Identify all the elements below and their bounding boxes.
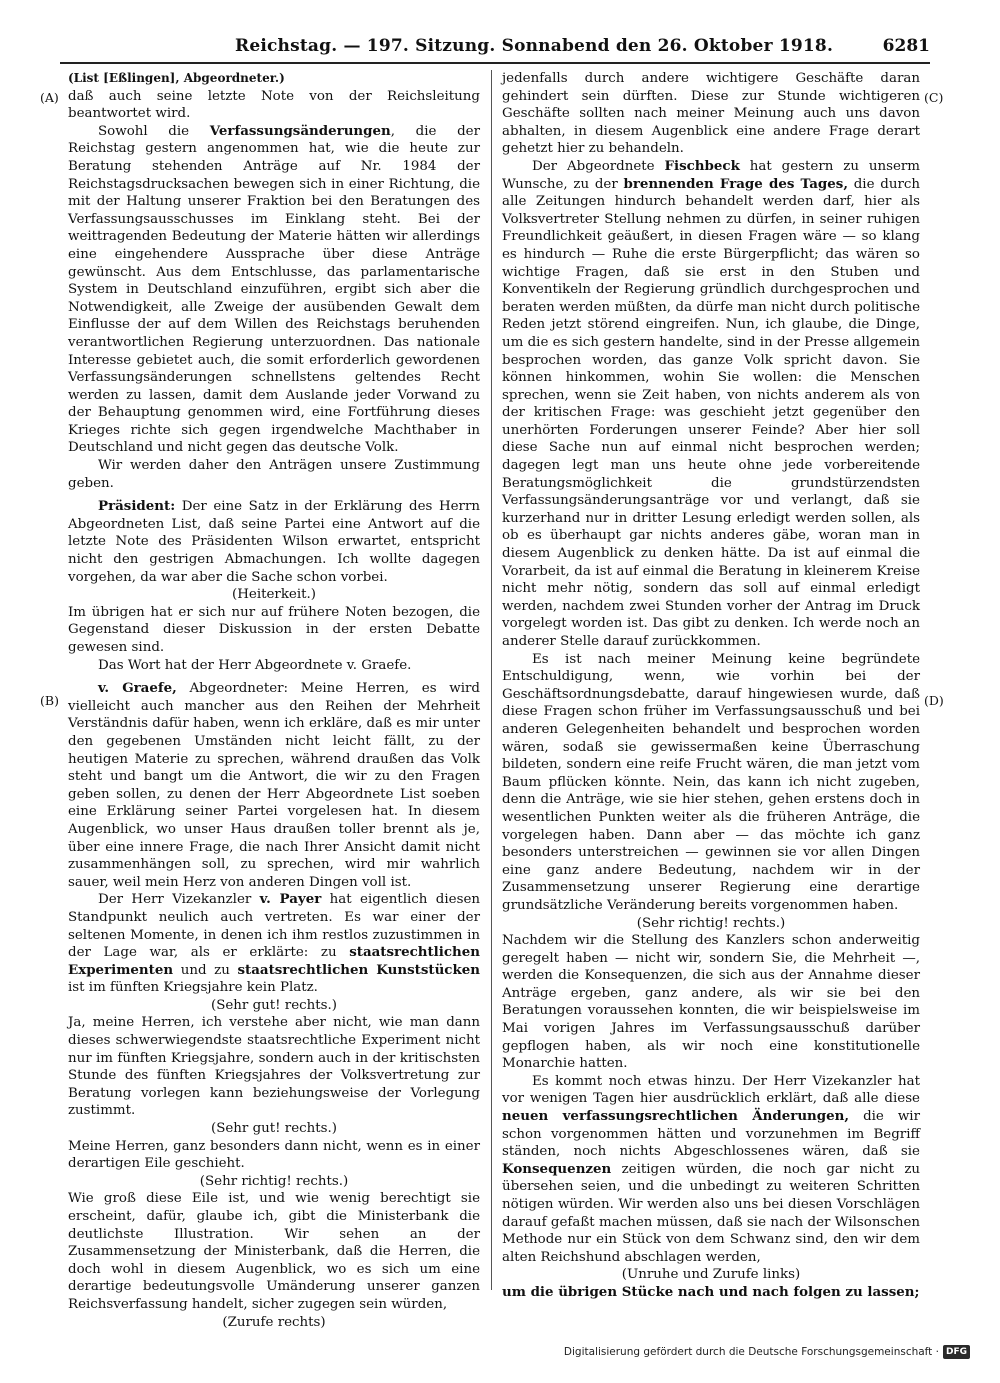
paragraph: Das Wort hat der Herr Abgeordnete v. Graefe.: [98, 657, 412, 673]
paragraph: Der Abgeordnete Fischbeck hat gestern zu unserm Wunsche, zu der brennenden Frage des Tages, die durch alle Zeitungen hindurch behandelt werden darf, hier als Volksvertreter Stellung nehmen zu dürfen, in seiner ruhigen Freundlichkeit geäußert, in diesen Fragen wäre — so klang es hindurch — Ruhe die erste Bürgerpflicht; das wären so wichtige Fragen, daß sie erst in den Stuben und Konventikeln der Regierung gründlich durchgesprochen und beraten werden müßten, da dürfe man nicht durch politische Reden jetzt störend eingreifen. Nun, ich glaube, die Dinge, um die es sich gestern handelte, sind in der Presse allgemein besprochen worden, das ganze Volk spricht davon. Sie können hinkommen, wohin Sie wollen: die Menschen sprechen, wenn sie Zeit haben, von nichts anderem als von der kritischen Frage: was geschieht jetzt gegenüber den unerhörten Forderungen unserer Feinde? Aber hier soll diese Sache nun auf einmal nicht besprochen werden; dagegen legt man uns heute ohne jede vorbereitende Beratungsmöglichkeit die grundstürzendsten Verfassungsänderungsanträge vor und verlangt, daß sie kurzerhand nur in dritter Lesung erledigt werden sollen, als ob es überhaupt gar nichts anderes gäbe, woran man in diesem Augenblick zu denken hätte. Da ist auf einmal die Vorarbeit, da ist auf einmal die Beratung in kleinerem Kreise nicht mehr nötig, sondern das soll auf einmal erledigt werden, nachdem zwei Stunden vorher der Antrag im Druck vorgelegt worden ist. Das gibt zu denken. Ich werde noch an anderer Stelle darauf zurückkommen.: [502, 157, 920, 649]
paragraph: Es kommt noch etwas hinzu. Der Herr Vizekanzler hat vor wenigen Tagen hier ausdrücklich erklärt, daß alle diese neuen verfassungsrechtlichen Änderungen, die wir schon vorgenommen hätten und vorzunehmen im Begriff ständen, noch nichts Abgeschlossenes wären, daß sie Konsequenzen zeitigen würden, die noch gar nicht zu übersehen seien, und die unbedingt zu weiteren Schritten nötigen würden. Wir werden also uns bei diesen Vorschlägen darauf gefaßt machen müssen, daß sie nach der Wilsonschen Methode nur ein Stück von dem Schwanz sind, den wir dem alten Reichshund abschlagen werden,: [502, 1073, 920, 1265]
margin-marker-b: (B): [40, 693, 59, 708]
paragraph: Der Herr Vizekanzler v. Payer hat eigentlich diesen Standpunkt neulich auch vertreten. Es war einer der seltenen Momente, in denen ich ihm restlos zuzustimmen in der Lage war, als er erklärte: zu staatsrechtlichen Experimenten und zu staatsrechtlichen Kunststücken ist im fünften Kriegsjahre kein Platz.: [68, 891, 481, 996]
margin-marker-c: (C): [924, 90, 944, 105]
interjection: (Unruhe und Zurufe links): [621, 1267, 801, 1283]
paragraph: Wir werden daher den Anträgen unsere Zustimmung geben.: [68, 458, 480, 491]
speaker-paragraph: Präsident: Der eine Satz in der Erklärung des Herrn Abgeordneten List, daß seine Partei eine Antwort auf die letzte Note des Präsidenten Wilson erwartet, entspricht nicht den gestrigen Abmachungen. Ich wollte dagegen vorgehen, da war aber die Sache schon vorbei.: [68, 498, 480, 585]
paragraph: Es ist nach meiner Meinung keine begründete Entschuldigung, wenn, wie vorhin bei der Geschäftsordnungsdebatte, darauf hingewiesen wurde, daß diese Fragen schon früher im Verfassungsausschuß und bei anderen Gelegenheiten behandelt und besprochen worden wären, sodaß sie gewissermaßen keine Überraschung bildeten, sondern eine reife Frucht wären, die man jetzt vom Baum pflücken könnte. Nein, das kann ich nicht zugeben, denn die Anträge, wie sie hier stehen, gehen erstens doch in wesentlichen Punkten weiter als die früheren Anträge, die vorgelegen haben. Dann aber — das möchte ich ganz besonders unterstreichen — gewinnen sie vor allen Dingen eine ganz andere Bedeutung, nachdem wir in der Zusammensetzung unserer Regierung eine derartige grundsätzliche Veränderung bereits vorgenommen haben.: [502, 651, 920, 913]
footer-text: Digitalisierung gefördert durch die Deutsche Forschungsgemeinschaft ·: [563, 1346, 939, 1358]
margin-marker-a: (A): [40, 90, 59, 105]
speaker-continuation: (List [Eßlingen], Abgeordneter.): [68, 71, 285, 85]
footer: [564, 1345, 970, 1359]
interjection: (Sehr gut! rechts.): [210, 1121, 337, 1137]
paragraph: um die übrigen Stücke nach und nach folgen zu lassen;: [502, 1283, 920, 1300]
paragraph: jedenfalls durch andere wichtigere Geschäfte daran gehindert sein dürften. Diese zur Stunde wichtigeren Geschäfte sollten nach meiner Meinung auch uns davon abhalten, in diesem Augenblick eine andere Frage derart gehetzt hier zu behandeln.: [502, 71, 920, 157]
left-column: [68, 70, 480, 1331]
margin-marker-d: (D): [924, 693, 944, 708]
column-divider: [491, 70, 492, 1290]
speaker-name: v. Graefe,: [98, 680, 177, 697]
paragraph: Nachdem wir die Stellung des Kanzlers schon anderweitig geregelt haben — nicht wir, sondern Sie, die Mehrheit —, werden die Konsequenzen, die sich aus der Annahme dieser Anträge ergeben, ganz andere, als wir sie bei den Beratungen voraussehen konnten, die wir beispielsweise im Mai vorigen Jahres im Verfassungsausschuß darüber gepflogen haben, als wir noch eine konstitutionelle Monarchie hatten.: [502, 933, 920, 1072]
interjection: (Heiterkeit.): [232, 587, 316, 603]
interjection: (Sehr richtig! rechts.): [636, 915, 786, 931]
paragraph: Ja, meine Herren, ich verstehe aber nicht, wie man dann dieses schwerwiegendste staatsrechtliche Experiment nicht nur im fünften Kriegsjahre, sondern auch in der kritischsten Stunde des fünften Kriegsjahres der Volksvertretung zur Beratung vorlegen kann beziehungsweise der Vorlegung zustimmt.: [68, 1015, 480, 1119]
page-header: [60, 28, 930, 64]
speaker-name: Präsident:: [98, 498, 176, 515]
paragraph: Meine Herren, ganz besonders dann nicht, wenn es in einer derartigen Eile geschieht.: [68, 1138, 480, 1172]
interjection: (Sehr gut! rechts.): [210, 997, 337, 1013]
paragraph: daß auch seine letzte Note von der Reichsleitung beantwortet wird.: [68, 88, 480, 122]
paragraph: Wie groß diese Eile ist, und wie wenig berechtigt sie erscheint, dafür, glaube ich, gibt die Ministerbank die deutlichste Illustration. Wir sehen an der Zusammensetzung der Ministerbank, daß die Herren, die doch wohl in diesem Augenblick, wo es sich um eine derartige bedeutungsvolle Umänderung unserer ganzen Reichsverfassung handelt, sicher zugegen sein würden,: [68, 1191, 480, 1312]
interjection: (Zurufe rechts): [222, 1314, 326, 1330]
running-title: Reichstag. — 197. Sitzung. Sonnabend den 26. Oktober 1918.: [235, 36, 834, 56]
paragraph: Sowohl die Verfassungsänderungen, die der Reichstag gestern angenommen hat, wie die heute zur Beratung stehenden Anträge auf Nr. 1984 der Reichstagsdrucksachen bewegen sich in einer Richtung, die mit der Haltung unserer Fraktion bei den Beratungen des Verfassungsausschusses im Einklang steht. Bei der weittragenden Bedeutung der Materie hätten wir allerdings eine eingehendere Aussprache über diese Anträge gewünscht. Aus dem Entschlusse, das parlamentarische System in Deutschland einzuführen, ergibt sich aber die Notwendigkeit, alle Zweige der ausübenden Gewalt dem Einflusse der auf dem Willen des Reichstags beruhenden verantwortlichen Regierung unterzuordnen. Das nationale Interesse gebietet auch, die somit erforderlich gewordenen Verfassungsänderungen schnellstens geltendes Recht werden zu lassen, damit dem Auslande jeder Vorwand zu der Behauptung genommen wird, eine Fortführung dieses Krieges richte sich gegen irgendwelche Machthaber in Deutschland und nicht gegen das deutsche Volk.: [68, 122, 480, 456]
dfg-logo-icon: DFG: [943, 1345, 970, 1359]
speaker-paragraph: v. Graefe, Abgeordneter: Meine Herren, es wird vielleicht auch mancher aus den Reihen der Mehrheit Verständnis dafür haben, wenn ich erkläre, daß es mir unter den gegebenen Umständen nicht leicht fällt, zu der heutigen Materie zu sprechen, während draußen das Volk steht und bangt um die Antwort, die wir zu den Fragen geben sollen, zu denen der Herr Abgeordnete List soeben eine Erklärung seiner Partei vorgelesen hat. In diesem Augenblick, wo unser Haus draußen toller brennt als je, über eine innere Frage, die nach Ihrer Ansicht damit nicht zusammenhängen soll, zu sprechen, wird mir wahrlich sauer, weil mein Herz von anderen Dingen voll ist.: [68, 680, 481, 890]
paragraph: Im übrigen hat er sich nur auf frühere Noten bezogen, die Gegenstand dieser Diskussion in der ersten Debatte gewesen sind.: [68, 604, 480, 655]
page-number: 6281: [882, 36, 930, 56]
interjection: (Sehr richtig! rechts.): [199, 1173, 349, 1189]
right-column: [502, 70, 920, 1302]
